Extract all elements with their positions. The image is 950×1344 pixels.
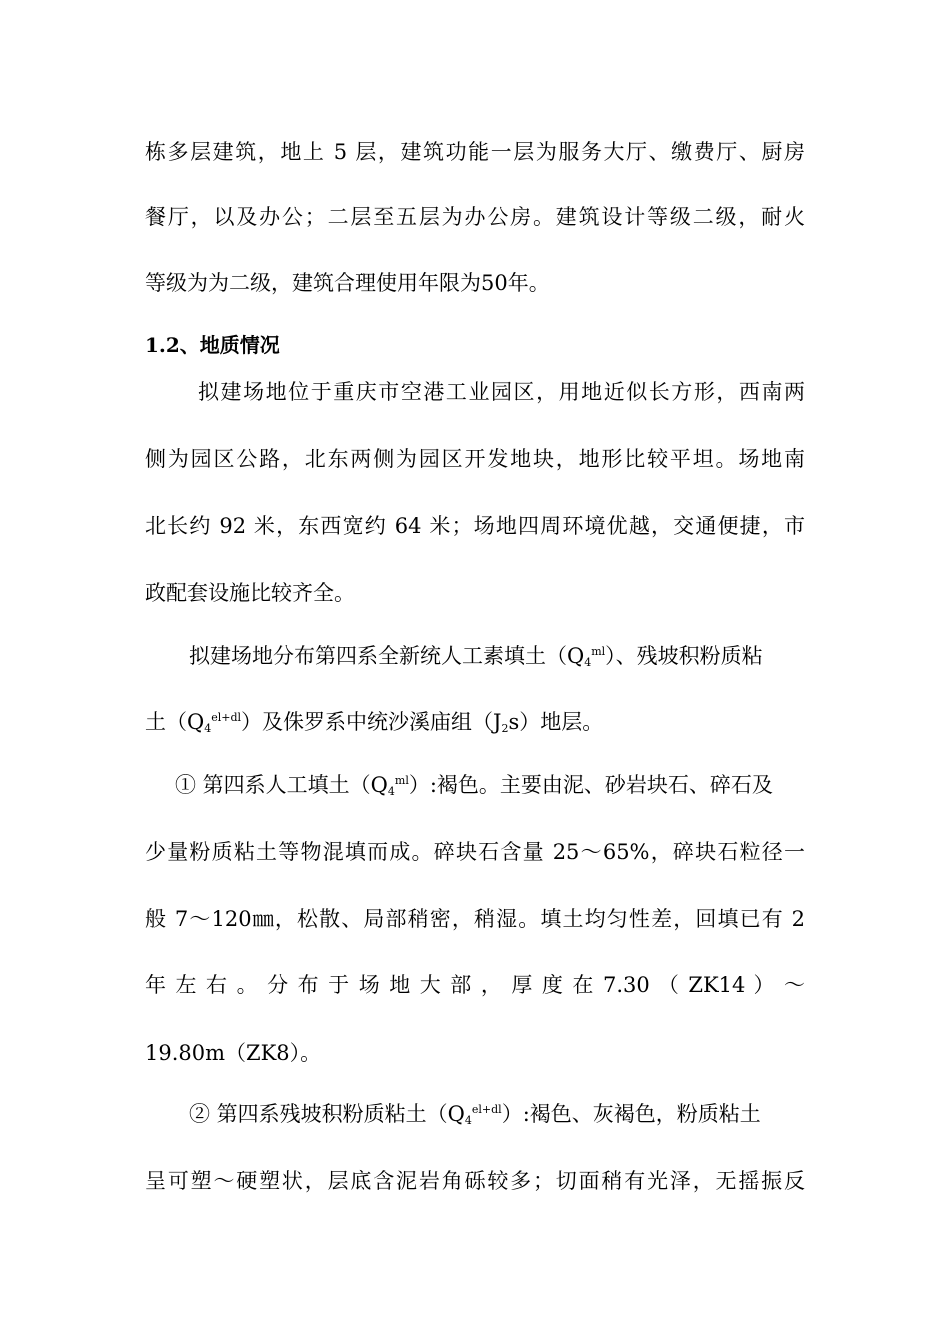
body-text-line: 呈可塑～硬塑状，层底含泥岩角砾较多；切面稍有光泽，无摇振反	[145, 1169, 805, 1193]
subscript: 4	[387, 785, 395, 798]
text-segment: 拟建场地分布第四系全新统人工素填土（Q	[189, 644, 585, 668]
text-segment: ）:褐色。主要由泥、砂岩块石、碎石及	[408, 773, 773, 797]
body-text-line: 侧为园区公路，北东两侧为园区开发地块，地形比较平坦。场地南	[145, 447, 805, 471]
text-segment: ）及侏罗系中统沙溪庙组（J	[241, 710, 502, 734]
body-text-line: 北长约 92 米，东西宽约 64 米；场地四周环境优越，交通便捷，市	[145, 514, 805, 538]
superscript: ml	[591, 645, 606, 658]
text-segment: s）地层。	[508, 710, 604, 734]
body-text-line: 19.80m（ZK8）。	[145, 1041, 322, 1065]
subscript: 4	[584, 656, 592, 669]
body-text-line	[189, 1099, 805, 1129]
subscript: 4	[464, 1114, 472, 1127]
subscript: 4	[204, 722, 212, 735]
superscript: el+dl	[211, 711, 242, 724]
body-text-line: 栋多层建筑，地上 5 层，建筑功能一层为服务大厅、缴费厅、厨房	[145, 140, 805, 164]
text-segment: 土（Q	[145, 710, 205, 734]
body-text-line	[145, 707, 805, 737]
superscript: ml	[394, 774, 409, 787]
body-text-line: 拟建场地位于重庆市空港工业园区，用地近似长方形，西南两	[198, 380, 805, 404]
body-text-line: 年 左 右 。 分 布 于 场 地 大 部 ， 厚 度 在 7.30 （ ZK14 ） ～	[145, 973, 805, 997]
body-text-line: 般 7～120㎜，松散、局部稍密，稍湿。填土均匀性差，回填已有 2	[145, 907, 805, 931]
body-text-line: 政配套设施比较齐全。	[145, 581, 355, 605]
text-segment: ）:褐色、灰褐色，粉质粘土	[501, 1102, 761, 1126]
body-text-line: 等级为为二级，建筑合理使用年限为50年。	[145, 271, 550, 295]
body-text-line	[189, 641, 805, 671]
text-segment: ① 第四系人工填土（Q	[175, 773, 388, 797]
superscript: el+dl	[471, 1103, 502, 1116]
text-segment: ）、残坡积粉质粘	[605, 644, 763, 668]
text-segment: ② 第四系残坡积粉质粘土（Q	[189, 1102, 465, 1126]
body-text-line	[175, 770, 805, 800]
subscript: 2	[501, 722, 509, 735]
section-heading: 1.2、地质情况	[145, 333, 280, 357]
body-text-line: 少量粉质粘土等物混填而成。碎块石含量 25～65%，碎块石粒径一	[145, 840, 805, 864]
body-text-line: 餐厅，以及办公；二层至五层为办公房。建筑设计等级二级，耐火	[145, 205, 805, 229]
